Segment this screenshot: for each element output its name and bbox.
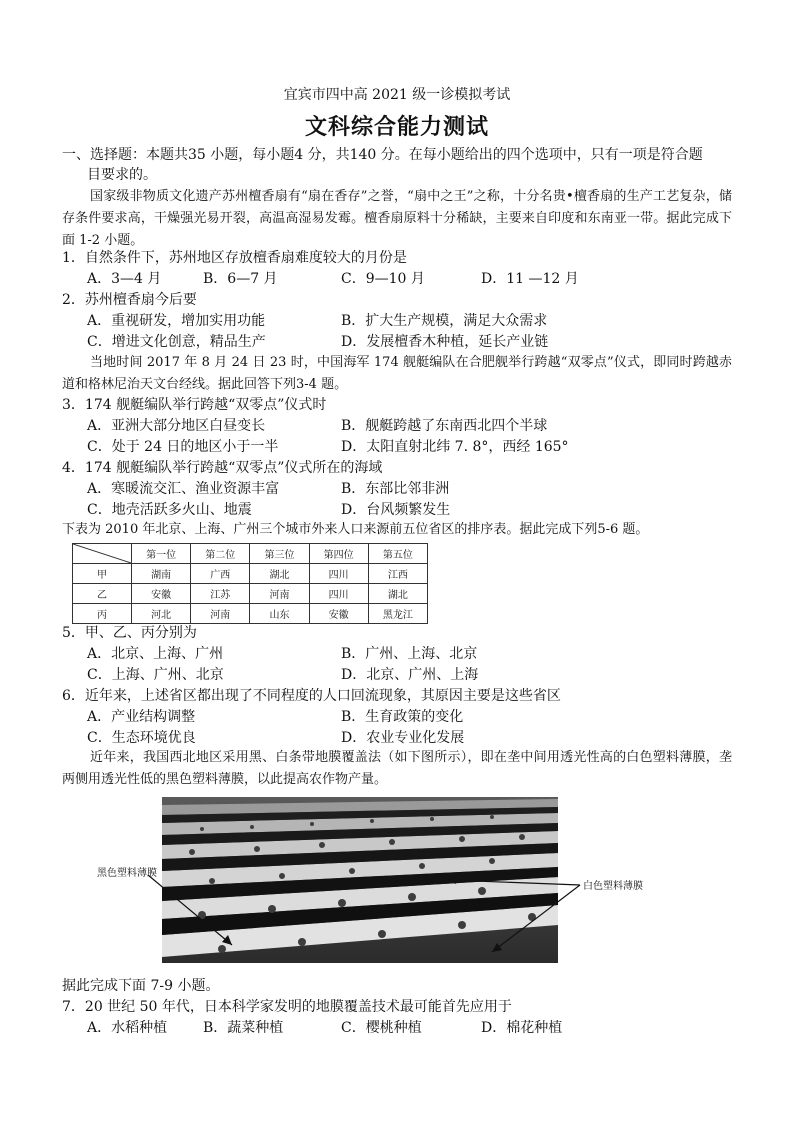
section-instruction-line2: 目要求的。 bbox=[87, 167, 157, 183]
passage-sandalwood-fan: 国家级非物质文化遗产苏州檀香扇有“扇在香存”之誉，“扇中之王”之称，十分名贵•檀香扇的生产工艺复杂，储存条件要求高，干燥强光易开裂，高温高湿易发霉。檀香扇原料十分稀缺，主要来自印度和东南亚一带。据此完成下面 1-2 小题。 bbox=[62, 189, 732, 248]
q5-option-a: A．北京、上海、广州 bbox=[87, 646, 224, 662]
q7-option-d: D．棉花种植 bbox=[481, 1020, 563, 1036]
q2-stem: 2．苏州檀香扇今后要 bbox=[62, 292, 197, 308]
q6-option-d: D．农业专业化发展 bbox=[341, 730, 465, 746]
table-row-label: 甲 bbox=[73, 564, 132, 584]
q4-option-d: D．台风频繁发生 bbox=[341, 502, 451, 518]
table-row-label: 丙 bbox=[73, 604, 132, 624]
table-cell: 山东 bbox=[250, 604, 309, 624]
table-header-cell: 第三位 bbox=[250, 544, 309, 564]
q4-option-a: A．寒暖流交汇、渔业资源丰富 bbox=[87, 481, 280, 497]
q6-option-c: C．生态环境优良 bbox=[87, 730, 196, 746]
q1-option-c: C．9—10 月 bbox=[341, 271, 425, 287]
passage-plastic-film: 近年来，我国西北地区采用黑、白条带地膜覆盖法（如下图所示），即在垄中间用透光性高的白色塑料薄膜，垄两侧用透光性低的黑色塑料薄膜，以此提高农作物产量。 bbox=[62, 750, 732, 787]
label-white-film: 白色塑料薄膜 bbox=[583, 881, 643, 892]
table-cell: 湖北 bbox=[250, 564, 309, 584]
table-header-row bbox=[73, 544, 428, 564]
table-cell: 河南 bbox=[250, 584, 309, 604]
annotation-arrows bbox=[0, 780, 794, 980]
table-cell: 四川 bbox=[309, 564, 368, 584]
passage-population-table-intro: 下表为 2010 年北京、上海、广州三个城市外来人口来源前五位省区的排序表。据此完成下列5-6 题。 bbox=[62, 522, 649, 537]
table-cell: 安徽 bbox=[132, 584, 191, 604]
label-black-film: 黑色塑料薄膜 bbox=[97, 868, 157, 879]
q1-stem: 1．自然条件下，苏州地区存放檀香扇难度较大的月份是 bbox=[62, 250, 407, 266]
q2-option-b: B．扩大生产规模，满足大众需求 bbox=[341, 313, 548, 329]
exam-title: 文科综合能力测试 bbox=[304, 114, 489, 140]
passage-fleet-ceremony: 当地时间 2017 年 8 月 24 日 23 时，中国海军 174 舰艇编队在合肥舰举行跨越“双零点”仪式，即同时跨越赤道和格林尼治天文台经线。据此回答下列3-4 题。 bbox=[62, 355, 732, 392]
q3-option-a: A．亚洲大部分地区白昼变长 bbox=[87, 418, 266, 434]
q5-stem: 5．甲、乙、丙分别为 bbox=[62, 625, 197, 641]
q5-option-b: B．广州、上海、北京 bbox=[341, 646, 478, 662]
q1-option-a: A．3—4 月 bbox=[87, 271, 162, 287]
table-cell: 江西 bbox=[368, 564, 427, 584]
table-cell: 河北 bbox=[132, 604, 191, 624]
table-header-cell: 第四位 bbox=[309, 544, 368, 564]
table-header-cell: 第五位 bbox=[368, 544, 427, 564]
q6-stem: 6．近年来，上述省区都出现了不同程度的人口回流现象，其原因主要是这些省区 bbox=[62, 688, 561, 704]
q4-stem: 4．174 舰艇编队举行跨越“双零点”仪式所在的海域 bbox=[62, 460, 383, 476]
q3-stem: 3．174 舰艇编队举行跨越“双零点”仪式时 bbox=[62, 397, 327, 413]
table-cell: 安徽 bbox=[309, 604, 368, 624]
q7-option-a: A．水稻种植 bbox=[87, 1020, 168, 1036]
table-cell: 河南 bbox=[191, 604, 250, 624]
table-cell: 江苏 bbox=[191, 584, 250, 604]
q7-stem: 7．20 世纪 50 年代，日本科学家发明的地膜覆盖技术最可能首先应用于 bbox=[62, 999, 512, 1015]
table-header-cell: 第一位 bbox=[132, 544, 191, 564]
diagonal-line bbox=[73, 544, 131, 563]
q6-option-b: B．生育政策的变化 bbox=[341, 709, 464, 725]
table-header-cell: 第二位 bbox=[191, 544, 250, 564]
table-cell: 黑龙江 bbox=[368, 604, 427, 624]
table-row bbox=[73, 564, 428, 584]
section-instruction-line1: 一、选择题：本题共35 小题，每小题4 分，共140 分。在每小题给出的四个选项中，只有一项是符合题 bbox=[62, 147, 703, 163]
q2-option-d: D．发展檀香木种植，延长产业链 bbox=[341, 334, 549, 350]
q3-option-d: D．太阳直射北纬 7. 8°，西经 165° bbox=[341, 439, 569, 455]
q1-option-b: B．6—7 月 bbox=[203, 271, 278, 287]
q1-option-d: D．11 —12 月 bbox=[481, 271, 579, 287]
q3-option-b: B．舰艇跨越了东南西北四个半球 bbox=[341, 418, 548, 434]
table-row bbox=[73, 584, 428, 604]
q3-option-c: C．处于 24 日的地区小于一半 bbox=[87, 439, 279, 455]
table-row bbox=[73, 604, 428, 624]
table-cell: 广西 bbox=[191, 564, 250, 584]
table-cell: 湖南 bbox=[132, 564, 191, 584]
q4-option-b: B．东部比邻非洲 bbox=[341, 481, 450, 497]
q7-option-c: C．樱桃种植 bbox=[341, 1020, 422, 1036]
q4-option-c: C．地壳活跃多火山、地震 bbox=[87, 502, 252, 518]
table-row-label: 乙 bbox=[73, 584, 132, 604]
q6-option-a: A．产业结构调整 bbox=[87, 709, 196, 725]
population-source-table bbox=[72, 543, 428, 624]
q2-option-a: A．重视研发，增加实用功能 bbox=[87, 313, 266, 329]
q2-option-c: C．增进文化创意，精品生产 bbox=[87, 334, 266, 350]
passage-q7-9-intro: 据此完成下面 7-9 小题。 bbox=[62, 978, 220, 994]
table-corner-cell bbox=[73, 544, 132, 564]
q7-option-b: B．蔬菜种植 bbox=[203, 1020, 284, 1036]
exam-subtitle: 宜宾市四中高 2021 级一诊模拟考试 bbox=[283, 87, 511, 103]
table-cell: 四川 bbox=[309, 584, 368, 604]
q5-option-d: D．北京、广州、上海 bbox=[341, 667, 479, 683]
table-cell: 湖北 bbox=[368, 584, 427, 604]
q5-option-c: C．上海、广州、北京 bbox=[87, 667, 224, 683]
